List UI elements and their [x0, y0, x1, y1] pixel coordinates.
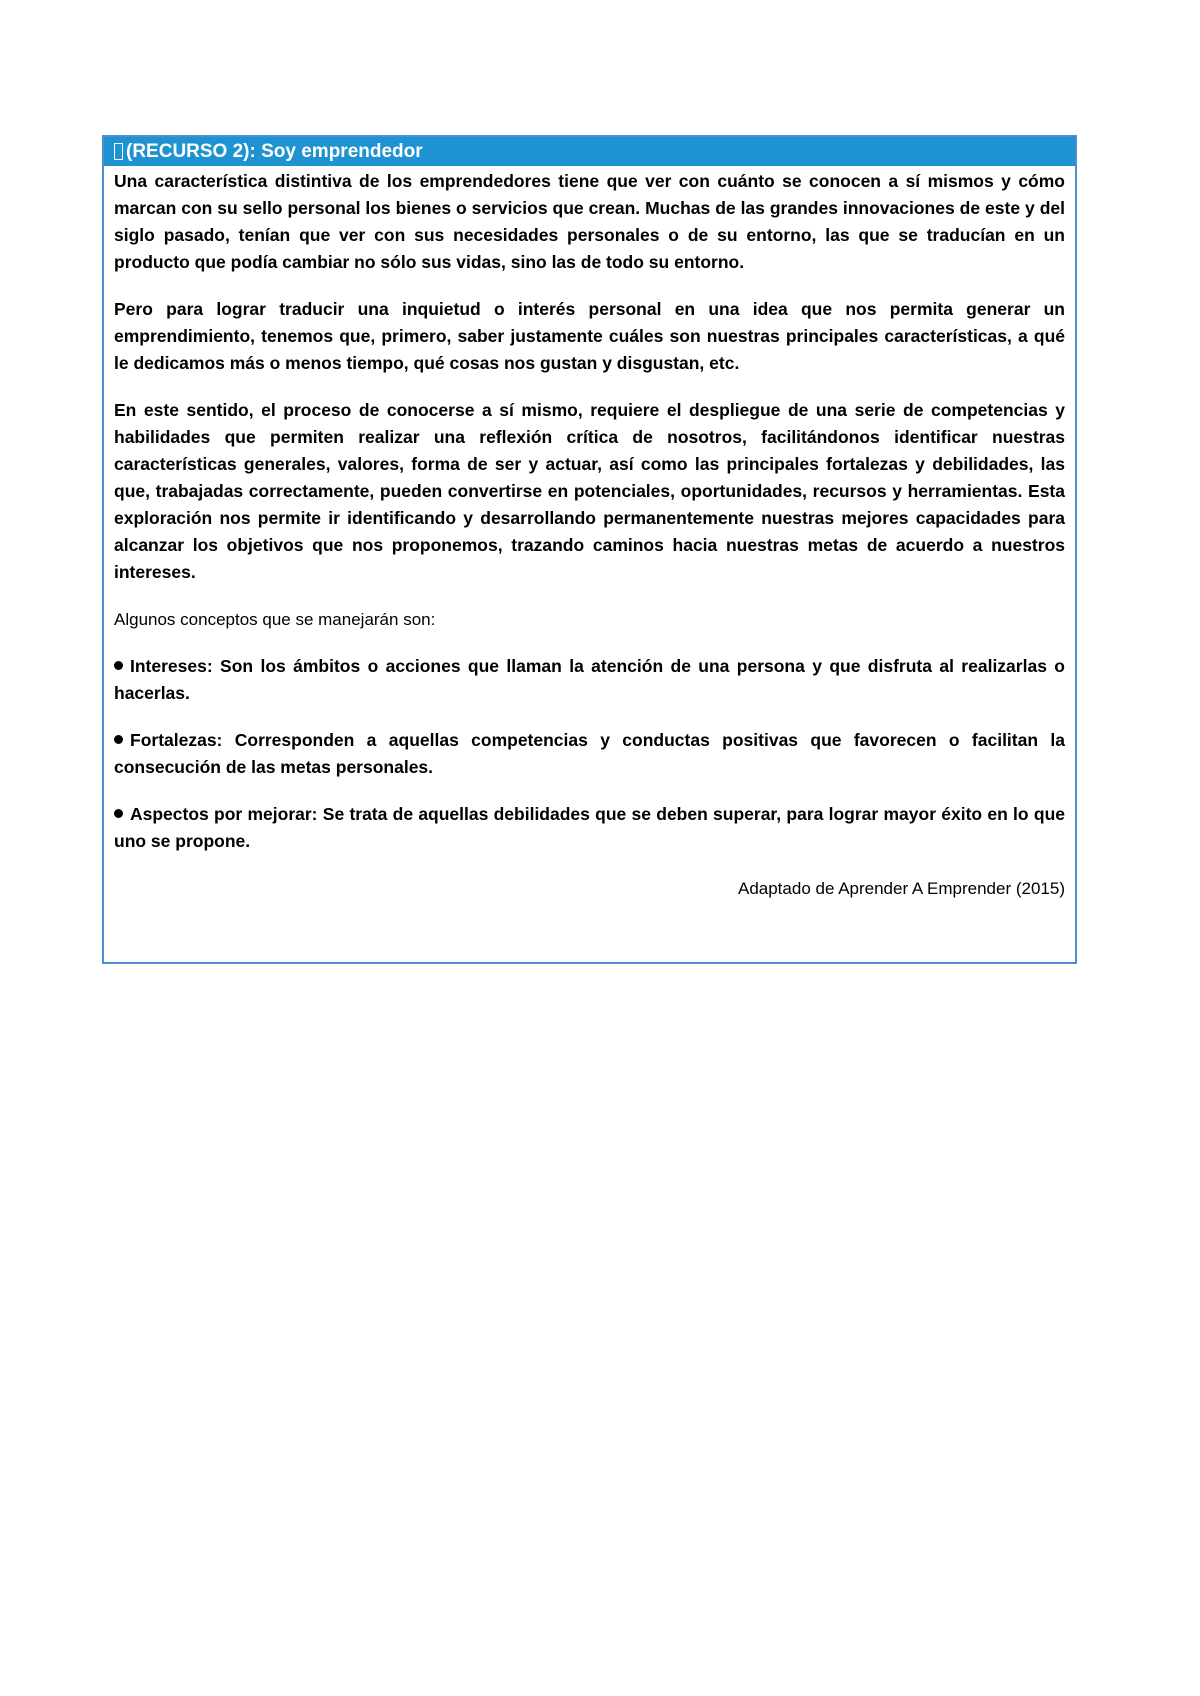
paragraph-2: Pero para lograr traducir una inquietud o interés personal en una idea que nos permita generar un emprendimiento, tenemos que, primero, saber justamente cuáles son nuestras principales características, a qué le dedicamos más o menos tiempo, qué cosas nos gustan y disgustan, etc.: [114, 299, 1065, 373]
concepts-intro: Algunos conceptos que se manejarán son:: [114, 610, 436, 629]
bullet-icon: [114, 735, 123, 744]
resource-header: [104, 137, 1075, 166]
concept-item-fortalezas: [114, 727, 1065, 781]
concept-item-intereses: [114, 653, 1065, 707]
concept-text: Intereses: Son los ámbitos o acciones que llaman la atención de una persona y que disfruta al realizarlas o hacerlas.: [114, 656, 1065, 703]
resource-title: (RECURSO 2): Soy emprendedor: [126, 140, 423, 162]
resource-box: [102, 135, 1077, 964]
concept-text: Fortalezas: Corresponden a aquellas competencias y conductas positivas que favorecen o facilitan la consecución de las metas personales.: [114, 730, 1065, 777]
bullet-icon: [114, 809, 123, 818]
missing-glyph-icon: [114, 143, 123, 160]
citation: Adaptado de Aprender A Emprender (2015): [737, 879, 1065, 898]
concept-item-aspectos: [114, 801, 1065, 855]
paragraph-1: Una característica distintiva de los emprendedores tiene que ver con cuánto se conocen a sí mismos y cómo marcan con su sello personal los bienes o servicios que crean. Muchas de las grandes innovaciones de este y del siglo pasado, tenían que ver con sus necesidades personales o de su entorno, las que se traducían en un producto que podía cambiar no sólo sus vidas, sino las de todo su entorno.: [114, 171, 1065, 272]
concept-text: Aspectos por mejorar: Se trata de aquellas debilidades que se deben superar, para lograr mayor éxito en lo que uno se propone.: [114, 804, 1065, 851]
resource-content: [104, 166, 1075, 902]
paragraph-3: En este sentido, el proceso de conocerse a sí mismo, requiere el despliegue de una serie de competencias y habilidades que permiten realizar una reflexión crítica de nosotros, facilitándonos identificar nuestras características generales, valores, forma de ser y actuar, así como las principales fortalezas y debilidades, las que, trabajadas correctamente, pueden convertirse en potenciales, oportunidades, recursos y herramientas. Esta exploración nos permite ir identificando y desarrollando permanentemente nuestras mejores capacidades para alcanzar los objetivos que nos proponemos, trazando caminos hacia nuestras metas de acuerdo a nuestros intereses.: [114, 400, 1065, 582]
bullet-icon: [114, 661, 123, 670]
